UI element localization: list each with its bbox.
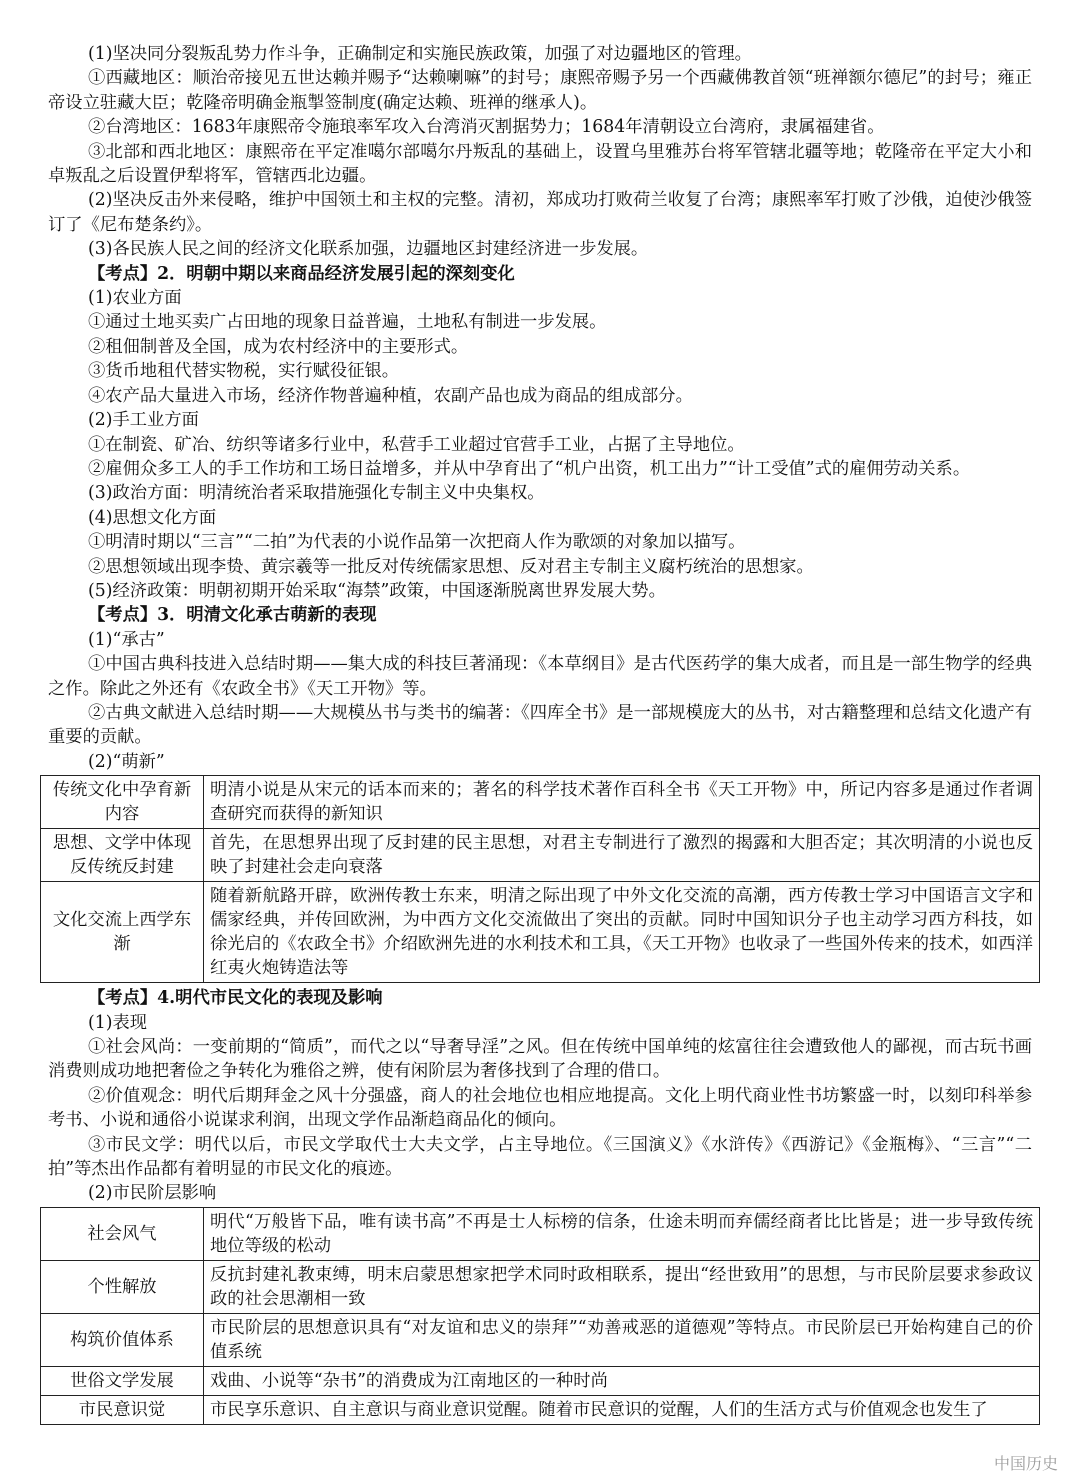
section-kaodian-3: [48, 603, 1032, 983]
table-key-cell: 市民意识觉: [41, 1395, 204, 1424]
table-row: [41, 776, 1040, 829]
paragraph: ②古典文献进入总结时期——大规模丛书与类书的编著：《四库全书》是一部规模庞大的丛书，对古籍整理和总结文化遗产有重要的贡献。: [48, 702, 1032, 748]
paragraph: ③市民文学：明代以后，市民文学取代士大夫文学，占主导地位。《三国演义》《水浒传》《西游记》《金瓶梅》、“三言”“二拍”等杰出作品都有着明显的市民文化的痕迹。: [48, 1134, 1032, 1180]
paragraph: ①中国古典科技进入总结时期——集大成的科技巨著涌现：《本草纲目》是古代医药学的集大成者，而且是一部生物学的经典之作。除此之外还有《农政全书》《天工开物》等。: [48, 654, 1032, 699]
table-value-cell: 戏曲、小说等“杂书”的消费成为江南地区的一种时尚: [204, 1366, 1040, 1395]
table-value-cell: 明清小说是从宋元的话本而来的；著名的科学技术著作百科全书《天工开物》中，所记内容多是通过作者调查研究而获得的新知识: [204, 776, 1040, 829]
paragraph: ①社会风尚：一变前期的“简质”，而代之以“导奢导淫”之风。但在传统中国单纯的炫富往往会遭致他人的鄙视，而古玩书画消费则成功地把奢俭之争转化为雅俗之辨，使有闲阶层为奢侈找到了合理的借口。: [48, 1037, 1032, 1082]
section-kaodian-2: [48, 262, 1032, 604]
table-value-cell: 市民阶层的思想意识具有“对友谊和忠义的崇拜”“劝善戒恶的道德观”等特点。市民阶层已开始构建自己的价值系统: [204, 1313, 1040, 1366]
paragraph: ②雇佣众多工人的手工作坊和工场日益增多，并从中孕育出了“机户出资，机工出力”“计工受值”式的雇佣劳动关系。: [88, 458, 971, 479]
table-row: [41, 1207, 1040, 1260]
paragraph: ②价值观念：明代后期拜金之风十分强盛，商人的社会地位也相应地提高。文化上明代商业性书坊繁盛一时，以刻印科举参考书、小说和通俗小说谋求利润，出现文学作品渐趋商品化的倾向。: [48, 1085, 1032, 1131]
table-key-cell: 传统文化中孕育新内容: [41, 776, 204, 829]
paragraph: ③北部和西北地区：康熙帝在平定准噶尔部噶尔丹叛乱的基础上，设置乌里雅苏台将军管辖北疆等地；乾隆帝在平定大小和卓叛乱之后设置伊犁将军，管辖西北边疆。: [48, 141, 1032, 187]
section-heading: 【考点】2．明朝中期以来商品经济发展引起的深刻变化: [88, 263, 515, 284]
paragraph: (2)市民阶层影响: [88, 1183, 217, 1204]
paragraph: ①明清时期以“三言”“二拍”为代表的小说作品第一次把商人作为歌颂的对象加以描写。: [88, 532, 746, 553]
paragraph: (1)坚决同分裂叛乱势力作斗争，正确制定和实施民族政策，加强了对边疆地区的管理。: [88, 44, 752, 64]
table-mengxin: [40, 775, 1040, 983]
watermark: 中国历史: [993, 1454, 1058, 1473]
paragraph: ④农产品大量进入市场，经济作物普遍种植，农副产品也成为商品的组成部分。: [88, 385, 693, 406]
paragraph: (3)政治方面：明清统治者采取措施强化专制主义中央集权。: [88, 483, 545, 504]
paragraph: ②思想领域出现李贽、黄宗羲等一批反对传统儒家思想、反对君主专制主义腐朽统治的思想家。: [88, 556, 814, 577]
paragraph: (5)经济政策：明朝初期开始采取“海禁”政策，中国逐渐脱离世界发展大势。: [88, 580, 666, 601]
paragraph: (2)坚决反击外来侵略，维护中国领土和主权的完整。清初，郑成功打败荷兰收复了台湾；康熙率军打败了沙俄，迫使沙俄签订了《尼布楚条约》。: [48, 190, 1032, 235]
paragraph: (3)各民族人民之间的经济文化联系加强，边疆地区封建经济进一步发展。: [88, 239, 649, 260]
table-key-cell: 世俗文学发展: [41, 1366, 204, 1395]
paragraph: (4)思想文化方面: [88, 507, 217, 528]
table-value-cell: 首先，在思想界出现了反封建的民主思想，对君主专制进行了激烈的揭露和大胆否定；其次明清的小说也反映了封建社会走向衰落: [204, 829, 1040, 882]
table-row: [41, 1366, 1040, 1395]
table-value-cell: 随着新航路开辟，欧洲传教士东来，明清之际出现了中外文化交流的高潮，西方传教士学习中国语言文字和儒家经典，并传回欧洲，为中西方文化交流做出了突出的贡献。同时中国知识分子也主动学习西方科技，如徐光启的《农政全书》介绍欧洲先进的水利技术和工具，《天工开物》也收录了一些国外传来的技术，如西洋红夷火炮铸造法等: [204, 882, 1040, 983]
section-heading: 【考点】4.明代市民文化的表现及影响: [88, 988, 383, 1009]
paragraph: ①西藏地区：顺治帝接见五世达赖并赐予“达赖喇嘛”的封号；康熙帝赐予另一个西藏佛教首领“班禅额尔德尼”的封号；雍正帝设立驻藏大臣；乾隆帝明确金瓶掣签制度(确定达赖、班禅的继承人)。: [48, 68, 1032, 113]
paragraph: ①通过土地买卖广占田地的现象日益普遍，土地私有制进一步发展。: [88, 312, 607, 333]
table-row: [41, 1260, 1040, 1313]
section-kaodian-4: [48, 986, 1032, 1425]
table-row: [41, 882, 1040, 983]
paragraph: (1)农业方面: [88, 288, 182, 309]
paragraph: ②租佃制普及全国，成为农村经济中的主要形式。: [88, 336, 469, 357]
table-value-cell: 市民享乐意识、自主意识与商业意识觉醒。随着市民意识的觉醒，人们的生活方式与价值观念也发生了: [204, 1395, 1040, 1424]
table-citizen-influence: [40, 1207, 1040, 1425]
section-heading: 【考点】3．明清文化承古萌新的表现: [88, 605, 377, 626]
table-key-cell: 文化交流上西学东渐: [41, 882, 204, 983]
table-value-cell: 明代“万般皆下品，唯有读书高”不再是士人标榜的信条，仕途未明而弃儒经商者比比皆是；进一步导致传统地位等级的松动: [204, 1207, 1040, 1260]
section-qing-frontier: [48, 42, 1032, 262]
table-key-cell: 社会风气: [41, 1207, 204, 1260]
paragraph: (2)“萌新”: [88, 751, 165, 772]
table-row: [41, 829, 1040, 882]
table-key-cell: 构筑价值体系: [41, 1313, 204, 1366]
paragraph: (1)“承古”: [88, 629, 165, 650]
table-value-cell: 反抗封建礼教束缚，明末启蒙思想家把学术同时政相联系，提出“经世致用”的思想，与市民阶层要求参政议政的社会思潮相一致: [204, 1260, 1040, 1313]
paragraph: (2)手工业方面: [88, 410, 199, 431]
table-key-cell: 思想、文学中体现反传统反封建: [41, 829, 204, 882]
paragraph: (1)表现: [88, 1012, 148, 1033]
table-row: [41, 1313, 1040, 1366]
paragraph: ③货币地租代替实物税，实行赋役征银。: [88, 361, 400, 382]
table-row: [41, 1395, 1040, 1424]
paragraph: ①在制瓷、矿冶、纺织等诸多行业中，私营手工业超过官营手工业，占据了主导地位。: [88, 434, 745, 455]
paragraph: ②台湾地区：1683年康熙帝令施琅率军攻入台湾消灭割据势力；1684年清朝设立台湾府，隶属福建省。: [88, 117, 885, 138]
table-key-cell: 个性解放: [41, 1260, 204, 1313]
